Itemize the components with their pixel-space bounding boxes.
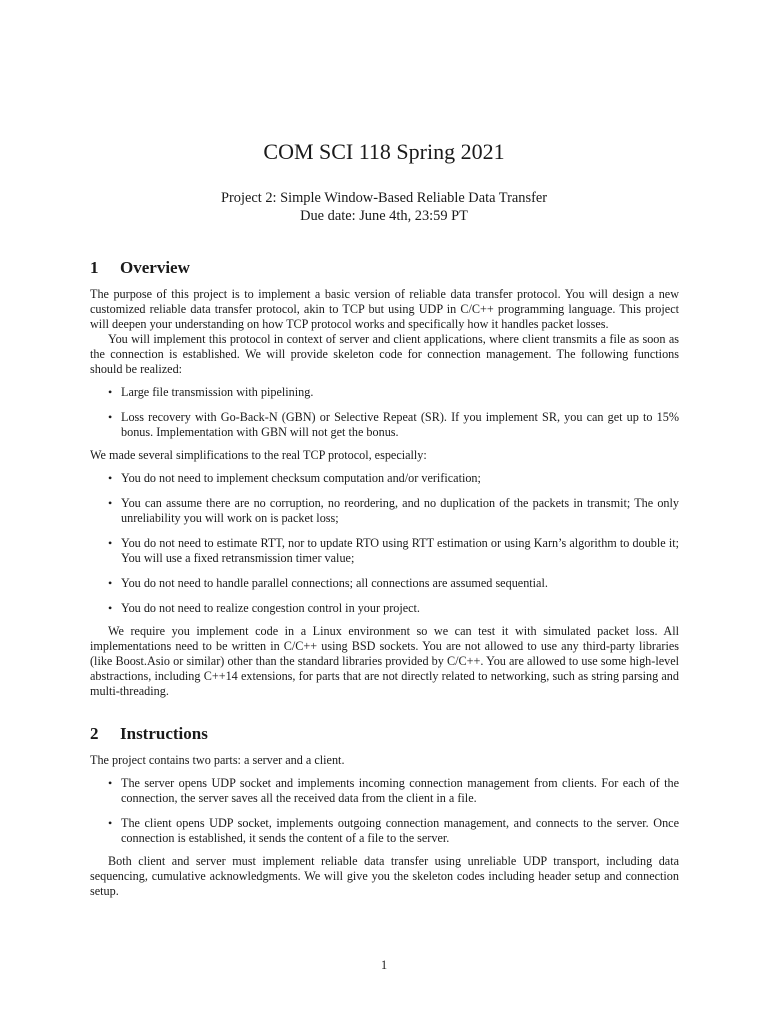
bullet-icon: • bbox=[108, 776, 113, 790]
bullet-icon: • bbox=[108, 816, 113, 830]
list-item bbox=[90, 601, 679, 616]
paragraph: The project contains two parts: a server and a client. bbox=[90, 753, 345, 767]
bullet-icon: • bbox=[108, 536, 113, 550]
paragraph: We made several simplifications to the real TCP protocol, especially: bbox=[90, 448, 427, 462]
list-item-text: You do not need to realize congestion control in your project. bbox=[121, 601, 420, 615]
due-date: Due date: June 4th, 23:59 PT bbox=[300, 208, 468, 224]
list-item-text: You can assume there are no corruption, no reordering, and no duplication of the packets in transmit; The only unreliability you will work on is packet loss; bbox=[121, 496, 679, 525]
list-item bbox=[90, 471, 679, 486]
section-title: Instructions bbox=[120, 724, 208, 743]
bullet-icon: • bbox=[108, 410, 113, 424]
list-item bbox=[90, 816, 679, 846]
list-item-text: You do not need to implement checksum computation and/or verification; bbox=[121, 471, 481, 485]
list-item-text: The server opens UDP socket and implements incoming connection management from clients. For each of the connection, the server saves all the received data from the client in a file. bbox=[121, 776, 679, 805]
course-title: COM SCI 118 Spring 2021 bbox=[263, 139, 505, 164]
paragraph: We require you implement code in a Linux environment so we can test it with simulated packet loss. All implementations need to be written in C/C++ using BSD sockets. You are not allowed to use any third-party libraries (like Boost.Asio or similar) other than the standard libraries provided by C/C++. You are allowed to use some high-level abstractions, including C++14 extensions, for parts that are not directly related to networking, such as string parsing and multi-threading. bbox=[90, 624, 679, 698]
section-title: Overview bbox=[120, 258, 190, 277]
bullet-icon: • bbox=[108, 471, 113, 485]
list-item bbox=[90, 536, 679, 566]
parts-list bbox=[90, 776, 679, 846]
document-body bbox=[90, 255, 679, 899]
subtitle-block bbox=[0, 189, 768, 225]
bullet-icon: • bbox=[108, 601, 113, 615]
list-item bbox=[90, 496, 679, 526]
paragraph: You will implement this protocol in context of server and client applications, where client transmits a file as soon as the connection is established. We will provide skeleton code for connection management. The following functions should be realized: bbox=[90, 332, 679, 376]
section-number: 1 bbox=[90, 258, 99, 277]
simplifications-list bbox=[90, 471, 679, 616]
section-heading-overview bbox=[90, 255, 679, 281]
list-item-text: Large file transmission with pipelining. bbox=[121, 385, 314, 399]
functions-list bbox=[90, 385, 679, 440]
bullet-icon: • bbox=[108, 576, 113, 590]
section-number: 2 bbox=[90, 724, 99, 743]
list-item-text: You do not need to estimate RTT, nor to update RTO using RTT estimation or using Karn’s algorithm to double it; You will use a fixed retransmission timer value; bbox=[121, 536, 679, 565]
paragraph: Both client and server must implement reliable data transfer using unreliable UDP transport, including data sequencing, cumulative acknowledgments. We will give you the skeleton codes including header setup and connection setup. bbox=[90, 854, 679, 898]
list-item-text: Loss recovery with Go-Back-N (GBN) or Selective Repeat (SR). If you implement SR, you can get up to 15% bonus. Implementation with GBN will not get the bonus. bbox=[121, 410, 679, 439]
list-item bbox=[90, 576, 679, 591]
page-number: 1 bbox=[380, 958, 388, 972]
list-item bbox=[90, 410, 679, 440]
paragraph: The purpose of this project is to implement a basic version of reliable data transfer protocol. You will design a new customized reliable data transfer protocol, akin to TCP but using UDP in C/C++ programming language. This project will deepen your understanding on how TCP protocol works and specifically how it handles packet losses. bbox=[90, 287, 679, 331]
section-heading-instructions bbox=[90, 721, 679, 747]
list-item bbox=[90, 385, 679, 400]
project-title: Project 2: Simple Window-Based Reliable Data Transfer bbox=[220, 190, 548, 206]
list-item-text: You do not need to handle parallel connections; all connections are assumed sequential. bbox=[121, 576, 548, 590]
list-item-text: The client opens UDP socket, implements outgoing connection management, and connects to the server. Once connection is established, it sends the content of a file to the server. bbox=[121, 816, 679, 845]
bullet-icon: • bbox=[108, 496, 113, 510]
list-item bbox=[90, 776, 679, 806]
bullet-icon: • bbox=[108, 385, 113, 399]
